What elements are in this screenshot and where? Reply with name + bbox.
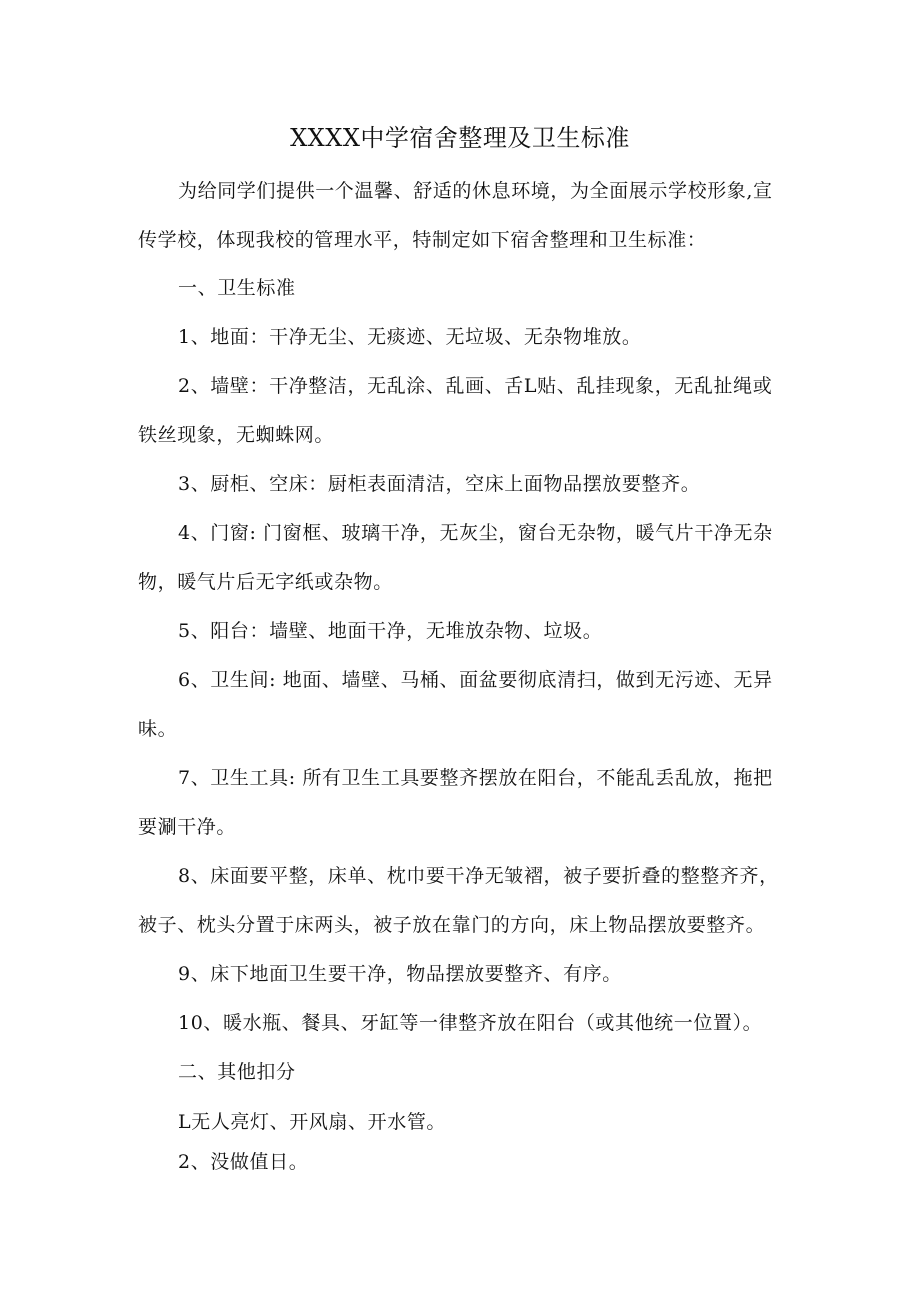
list-item: L无人亮灯、开风扇、开水管。 xyxy=(178,1111,447,1133)
list-item: 10、暖水瓶、餐具、牙缸等一律整齐放在阳台（或其他统一位置）。 xyxy=(178,1012,763,1034)
document-title: XXXX中学宿舍整理及卫生标准 xyxy=(290,124,630,152)
section-heading-other: 二、其他扣分 xyxy=(178,1061,296,1083)
list-item: 9、床下地面卫生要干净，物品摆放要整齐、有序。 xyxy=(178,963,622,985)
list-item: 5、阳台：墙壁、地面干净，无堆放杂物、垃圾。 xyxy=(178,620,603,642)
list-item: 1、地面：干净无尘、无痰迹、无垃圾、无杂物堆放。 xyxy=(178,326,642,348)
intro-line: 传学校，体现我校的管理水平，特制定如下宿舍整理和卫生标准： xyxy=(138,229,707,251)
list-item: 2、没做值日。 xyxy=(178,1151,309,1173)
list-item: 7、卫生工具: 所有卫生工具要整齐摆放在阳台，不能乱丢乱放，拖把 要涮干净。 xyxy=(138,767,773,838)
section-heading-hygiene: 一、卫生标准 xyxy=(178,277,296,299)
intro-paragraph xyxy=(138,167,786,265)
intro-line: 为给同学们提供一个温馨、舒适的休息环境，为全面展示学校形象,宣 xyxy=(178,180,773,202)
list-item: 4、门窗: 门窗框、玻璃干净，无灰尘，窗台无杂物，暖气片干净无杂 物，暖气片后无字纸或杂物。 xyxy=(138,522,773,593)
list-item: 8、床面要平整，床单、枕巾要干净无皱褶，被子要折叠的整整齐齐， 被子、枕头分置于床两头，被子放在靠门的方向，床上物品摆放要整齐。 xyxy=(138,865,779,936)
list-item: 6、卫生间: 地面、墙壁、马桶、面盆要彻底清扫，做到无污迹、无异 味。 xyxy=(138,669,773,740)
list-item: 2、墙壁：干净整洁，无乱涂、乱画、舌L贴、乱挂现象，无乱扯绳或 铁丝现象，无蜘蛛网。 xyxy=(138,375,773,446)
list-item: 3、厨柜、空床：厨柜表面清洁，空床上面物品摆放要整齐。 xyxy=(178,473,701,495)
